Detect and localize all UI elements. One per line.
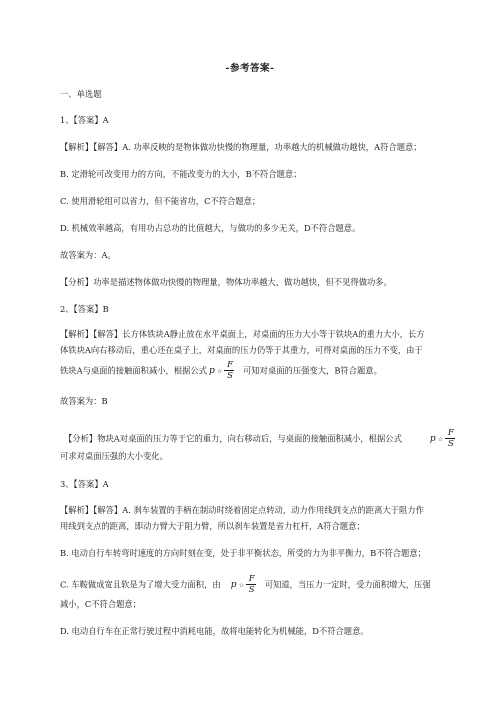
q3-option-d: D. 电动自行车在正常行驶过程中消耗电能，故将电能转化为机械能，D不符合题意。 bbox=[60, 626, 369, 636]
q3-answer: 3、【答案】A bbox=[60, 479, 109, 489]
page-title: -参考答案- bbox=[225, 63, 275, 74]
q1-conclusion: 故答案为：A。 bbox=[60, 250, 116, 260]
pressure-formula: p ☆ F S bbox=[429, 428, 454, 449]
pressure-formula: p ☆ F S bbox=[209, 360, 233, 381]
q1-analysis: 【分析】功率是描述物体做功快慢的物理量，物体功率越大，做功越快，但不见得做功多。 bbox=[60, 277, 392, 287]
q3-option-c-line2: 减小，C不符合题意； bbox=[60, 599, 142, 609]
q3-option-c-line1 bbox=[60, 574, 460, 596]
q2-explanation-line3 bbox=[60, 360, 460, 382]
q3-explanation-line2: 用线到支点的距离，即动力臂大于阻力臂，所以刹车装置是省力杠杆，A符合题意； bbox=[60, 521, 365, 531]
pressure-formula: p ☆ F S bbox=[230, 574, 255, 595]
q2-analysis-line2: 可求对桌面压强的大小变化。 bbox=[60, 451, 168, 461]
q2-explanation-line1: 【解析】【解答】长方体铁块A静止放在水平桌面上，对桌面的压力大小等于铁块A的重力大小，长方 bbox=[60, 329, 425, 339]
q3-c-prefix: C. 车鞍做成宽且软是为了增大受力面积，由 bbox=[60, 579, 221, 590]
q1-explanation-a: 【解析】【解答】A. 功率反映的是物体做功快慢的物理量，功率越大的机械做功越快，A符合题意； bbox=[60, 142, 422, 152]
q2-answer: 2、【答案】B bbox=[60, 304, 109, 314]
q1-option-d: D. 机械效率越高，有用功占总功的比值越大，与做功的多少无关，D不符合题意。 bbox=[60, 223, 361, 233]
q2-analysis-line1 bbox=[64, 428, 464, 450]
q2-line3-prefix: 铁块A与桌面的接触面积减小，根据公式 bbox=[60, 365, 208, 376]
q2-explanation-line2: 体铁块A向右移动后，重心还在桌子上，对桌面的压力仍等于其重力，可得对桌面的压力不变，由于 bbox=[60, 345, 423, 355]
q1-option-c: C. 使用滑轮组可以省力，但不能省功，C不符合题意； bbox=[60, 196, 261, 206]
q1-option-b: B. 定滑轮可改变用力的方向，不能改变力的大小，B不符合题意； bbox=[60, 169, 302, 179]
q3-option-b: B. 电动自行车转弯时速度的方向时刻在变，处于非平衡状态，所受的力为非平衡力，B不符合题意； bbox=[60, 548, 426, 558]
q3-c-suffix: 可知道，当压力一定时，受力面积增大，压强 bbox=[264, 579, 431, 590]
q1-answer: 1、【答案】A bbox=[60, 115, 109, 125]
section-heading: 一、单选题 bbox=[60, 89, 102, 99]
q2-conclusion: 故答案为：B bbox=[60, 396, 108, 406]
q3-explanation-line1: 【解析】【解答】A. 刹车装置的手柄在制动时绕着固定点转动，动力作用线到支点的距离大于阻力作 bbox=[60, 505, 424, 515]
q2-analysis-text: 【分析】物块A对桌面的压力等于它的重力，向右移动后，与桌面的接触面积减小，根据公式 bbox=[64, 433, 402, 444]
q2-line3-suffix: 可知对桌面的压强变大，B符合题意。 bbox=[243, 365, 382, 376]
